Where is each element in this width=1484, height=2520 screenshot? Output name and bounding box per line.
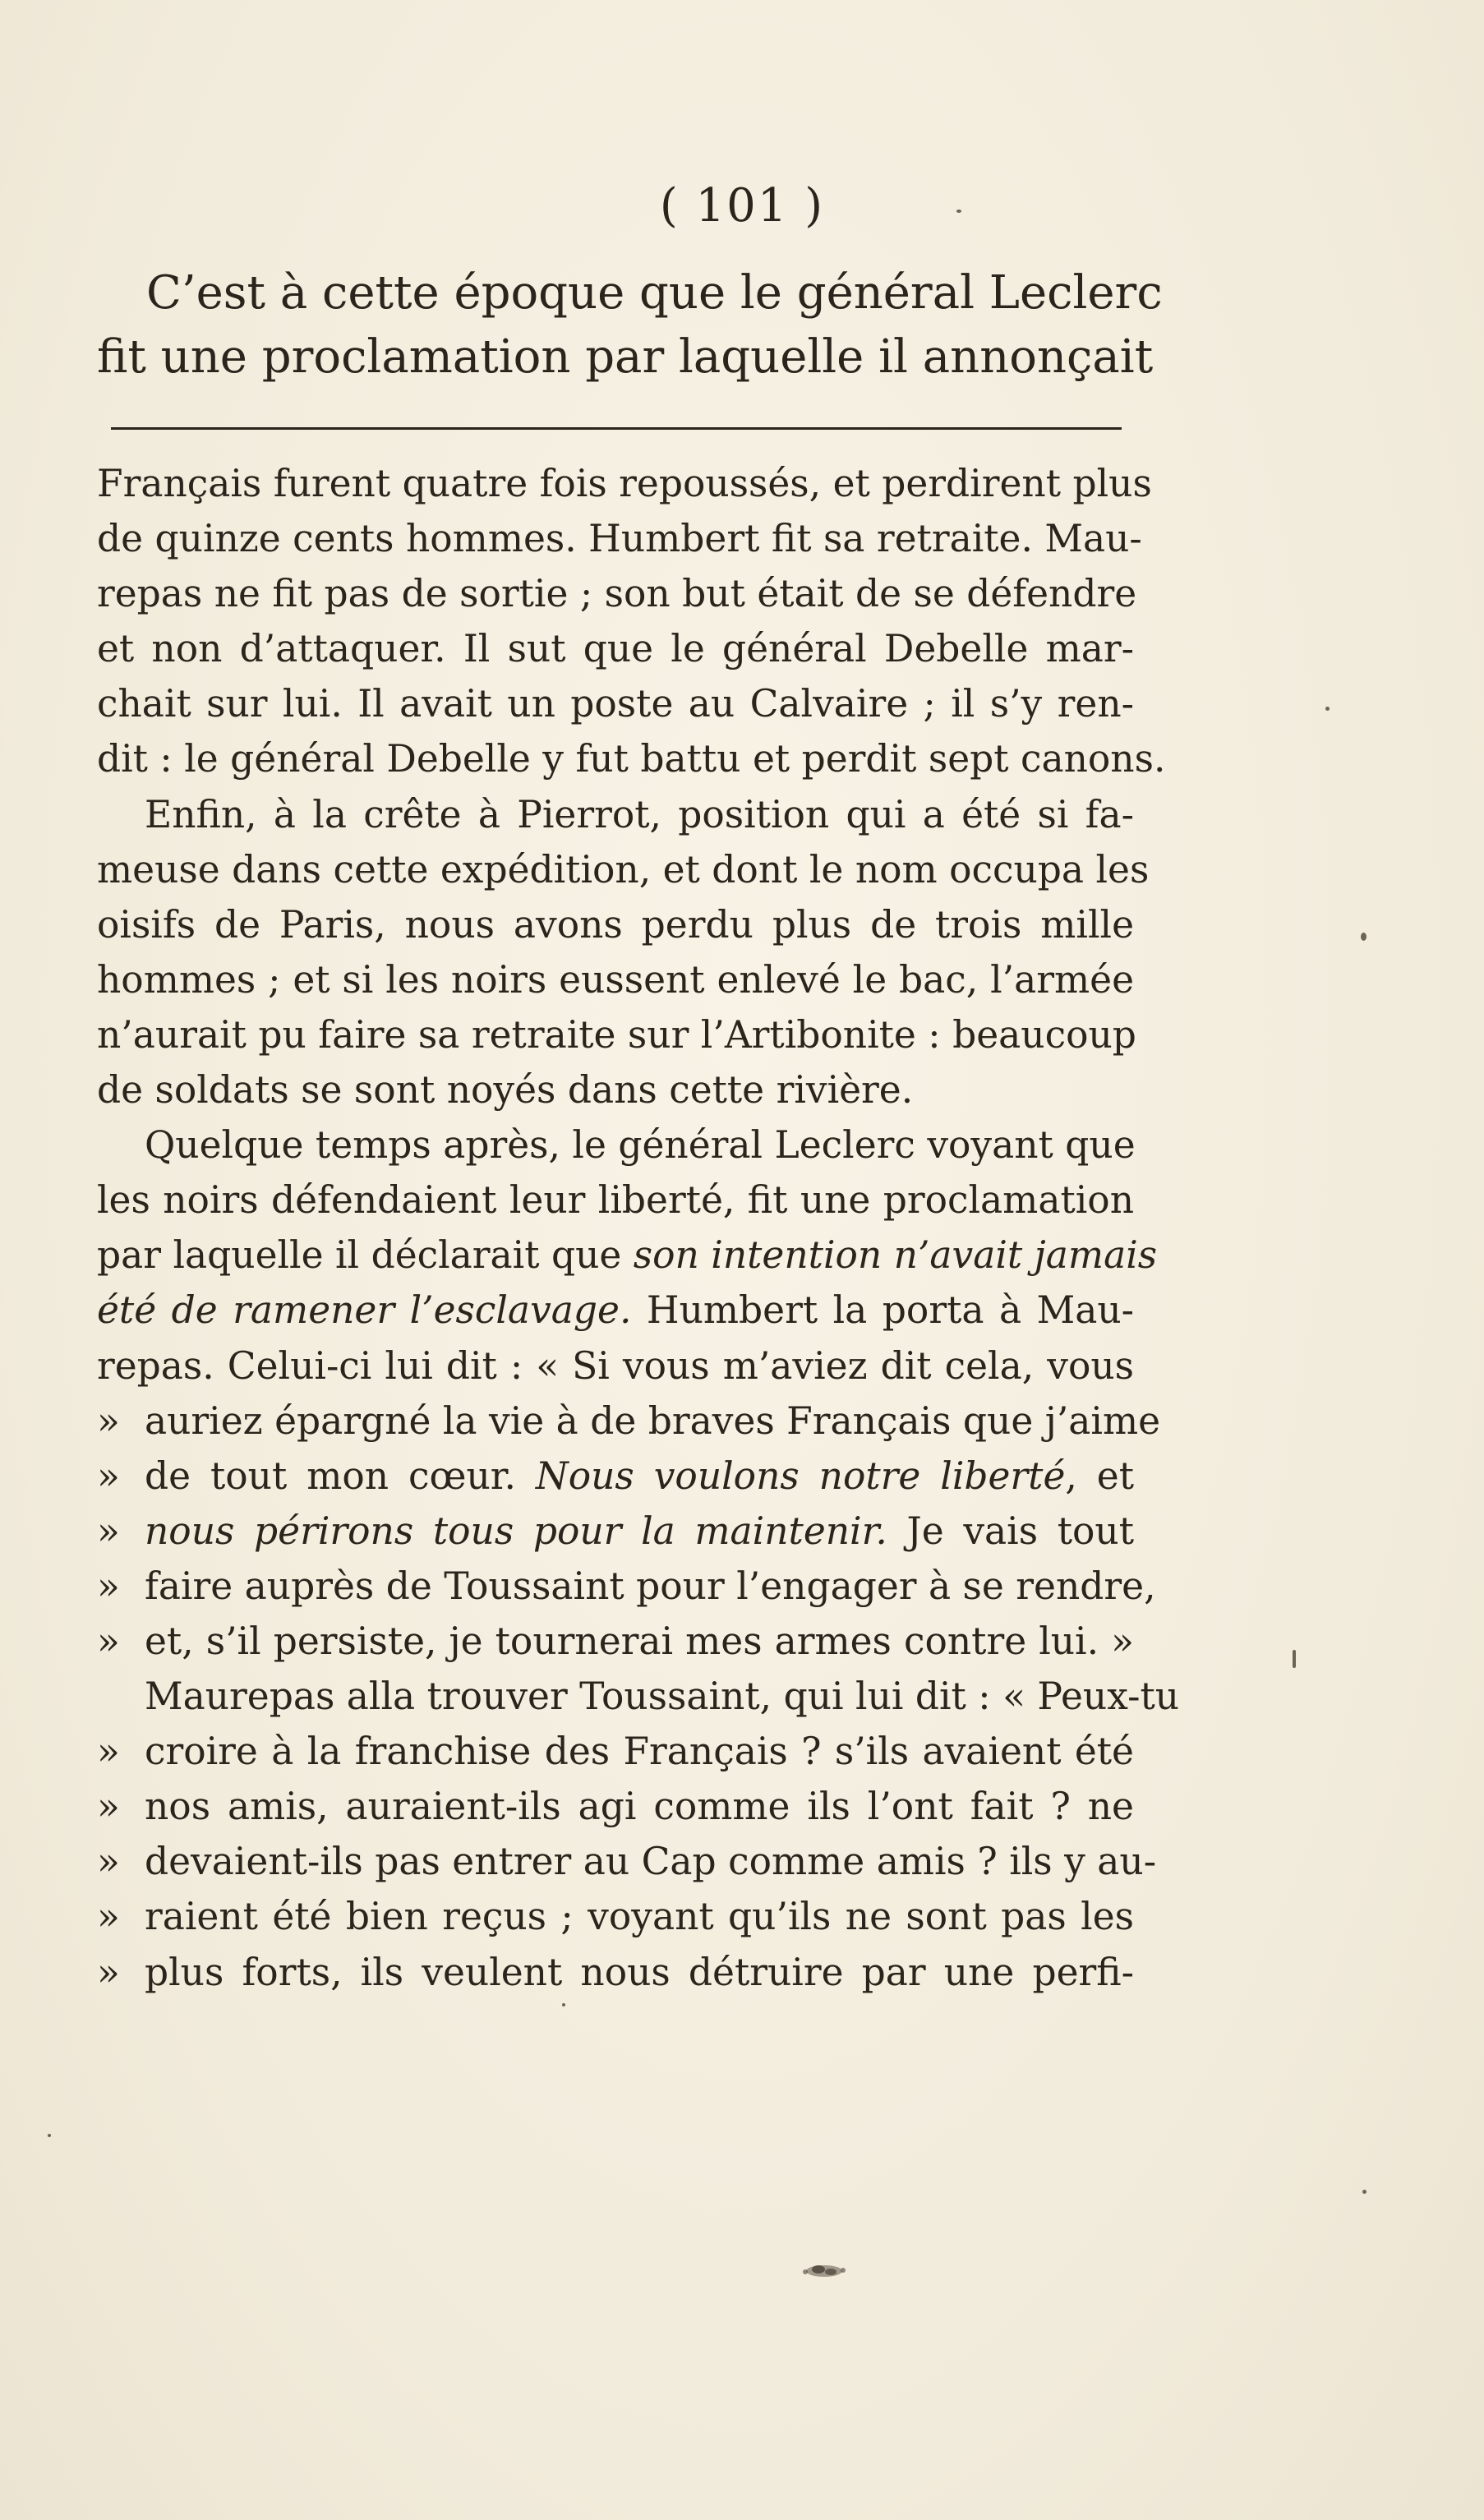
text-line: de quinze cents hommes. Humbert fit sa retraite. Mau-: [97, 517, 1142, 561]
quoted-line: [97, 1394, 1161, 1449]
text-line: chait sur lui. Il avait un poste au Calvaire ; il s’y ren-: [97, 682, 1134, 726]
quote-mark: »: [97, 1564, 120, 1608]
text-line: repas. Celui-ci lui dit : « Si vous m’aviez dit cela, vous: [97, 1343, 1134, 1388]
quoted-text: [145, 1504, 1134, 1559]
paper-speck: [562, 2003, 565, 2006]
printers-ornament-icon: [795, 2260, 853, 2283]
quoted-line: [97, 1779, 1134, 1834]
quoted-line: [97, 1889, 1134, 1944]
italic-text: été de ramener l’esclavage.: [97, 1288, 632, 1333]
quoted-line: [97, 1834, 1157, 1889]
quote-mark: »: [97, 1785, 120, 1829]
quote-mark: »: [97, 1840, 120, 1884]
quoted-text: et, s’il persiste, je tournerai mes armes contre lui. »: [145, 1619, 1134, 1663]
quoted-line: [97, 1614, 1134, 1669]
text-line: les noirs défendaient leur liberté, fit une proclamation: [97, 1178, 1134, 1223]
text-segment: , et: [1065, 1453, 1135, 1498]
paragraph-start-line: Enfin, à la crête à Pierrot, position qui a été si fa-: [145, 792, 1134, 836]
quoted-text: faire auprès de Toussaint pour l’engager à se rendre,: [145, 1564, 1156, 1608]
quoted-text: plus forts, ils veulent nous détruire par une perfi-: [145, 1950, 1134, 1994]
paper-speck: [1362, 2190, 1366, 2194]
text-segment: par laquelle il déclarait que: [97, 1233, 634, 1278]
quote-mark: »: [97, 1950, 120, 1994]
quoted-text: croire à la franchise des Français ? s’ils avaient été: [145, 1730, 1134, 1774]
text-line: hommes ; et si les noirs eussent enlevé le bac, l’armée: [97, 957, 1134, 1002]
page-number: ( 101 ): [659, 179, 825, 233]
quote-mark: »: [97, 1398, 120, 1443]
quote-mark: »: [97, 1730, 120, 1774]
paper-speck: [48, 2134, 51, 2137]
quoted-text: auriez épargné la vie à de braves Français que j’aime: [145, 1398, 1161, 1443]
paragraph-start-line: Maurepas alla trouver Toussaint, qui lui dit : « Peux-tu: [145, 1675, 1180, 1719]
quoted-line: [97, 1449, 1134, 1504]
quoted-line: [97, 1559, 1156, 1614]
quoted-line: [97, 1504, 1134, 1559]
text-line: [97, 1228, 1158, 1283]
text-segment: de tout mon cœur.: [145, 1453, 536, 1498]
quote-mark: »: [97, 1895, 120, 1939]
text-line: meuse dans cette expédition, et dont le nom occupa les: [97, 847, 1150, 891]
italic-text: nous périrons tous pour la maintenir.: [145, 1509, 887, 1553]
quoted-text: devaient-ils pas entrer au Cap comme amis ? ils y au-: [145, 1840, 1157, 1884]
text-line: oisifs de Paris, nous avons perdu plus de trois mille: [97, 902, 1134, 947]
main-text-block: [97, 456, 1180, 2000]
text-line: Français furent quatre fois repoussés, et perdirent plus: [97, 462, 1152, 505]
italic-text: son intention n’avait jamais: [633, 1233, 1158, 1278]
quoted-text: [145, 1449, 1134, 1504]
paper-speck: [1361, 933, 1366, 941]
preceding-text-block: [97, 261, 1163, 389]
text-segment: Humbert la porta à Mau-: [631, 1288, 1134, 1333]
quoted-line: [97, 1724, 1134, 1779]
paragraph-start-line: Quelque temps après, le général Leclerc voyant que: [145, 1123, 1136, 1168]
quote-mark: »: [97, 1453, 120, 1498]
text-line: dit : le général Debelle y fut battu et perdit sept canons.: [97, 737, 1166, 781]
paper-speck: [956, 210, 961, 213]
quote-mark: »: [97, 1619, 120, 1663]
text-line: [97, 1283, 1134, 1338]
quoted-text: raient été bien reçus ; voyant qu’ils ne sont pas les: [145, 1895, 1134, 1939]
text-line: et non d’attaquer. Il sut que le général Debelle mar-: [97, 627, 1134, 671]
text-line: n’aurait pu faire sa retraite sur l’Artibonite : beaucoup: [97, 1012, 1136, 1057]
paper-speck: [1293, 1650, 1296, 1668]
preceding-text-line: fit une proclamation par laquelle il annonçait: [97, 330, 1154, 384]
text-line: de soldats se sont noyés dans cette rivière.: [97, 1068, 914, 1113]
quoted-line: [97, 1945, 1134, 2000]
preceding-text-line: C’est à cette époque que le général Leclerc: [146, 266, 1163, 320]
quote-mark: »: [97, 1509, 120, 1553]
quoted-text: nos amis, auraient-ils agi comme ils l’ont fait ? ne: [145, 1785, 1134, 1829]
text-line: repas ne fit pas de sortie ; son but était de se défendre: [97, 572, 1137, 616]
text-segment: Je vais tout: [887, 1509, 1134, 1553]
paper-speck: [1325, 707, 1330, 711]
italic-text: Nous voulons notre liberté: [535, 1453, 1066, 1498]
separator-rule: [111, 427, 1122, 430]
